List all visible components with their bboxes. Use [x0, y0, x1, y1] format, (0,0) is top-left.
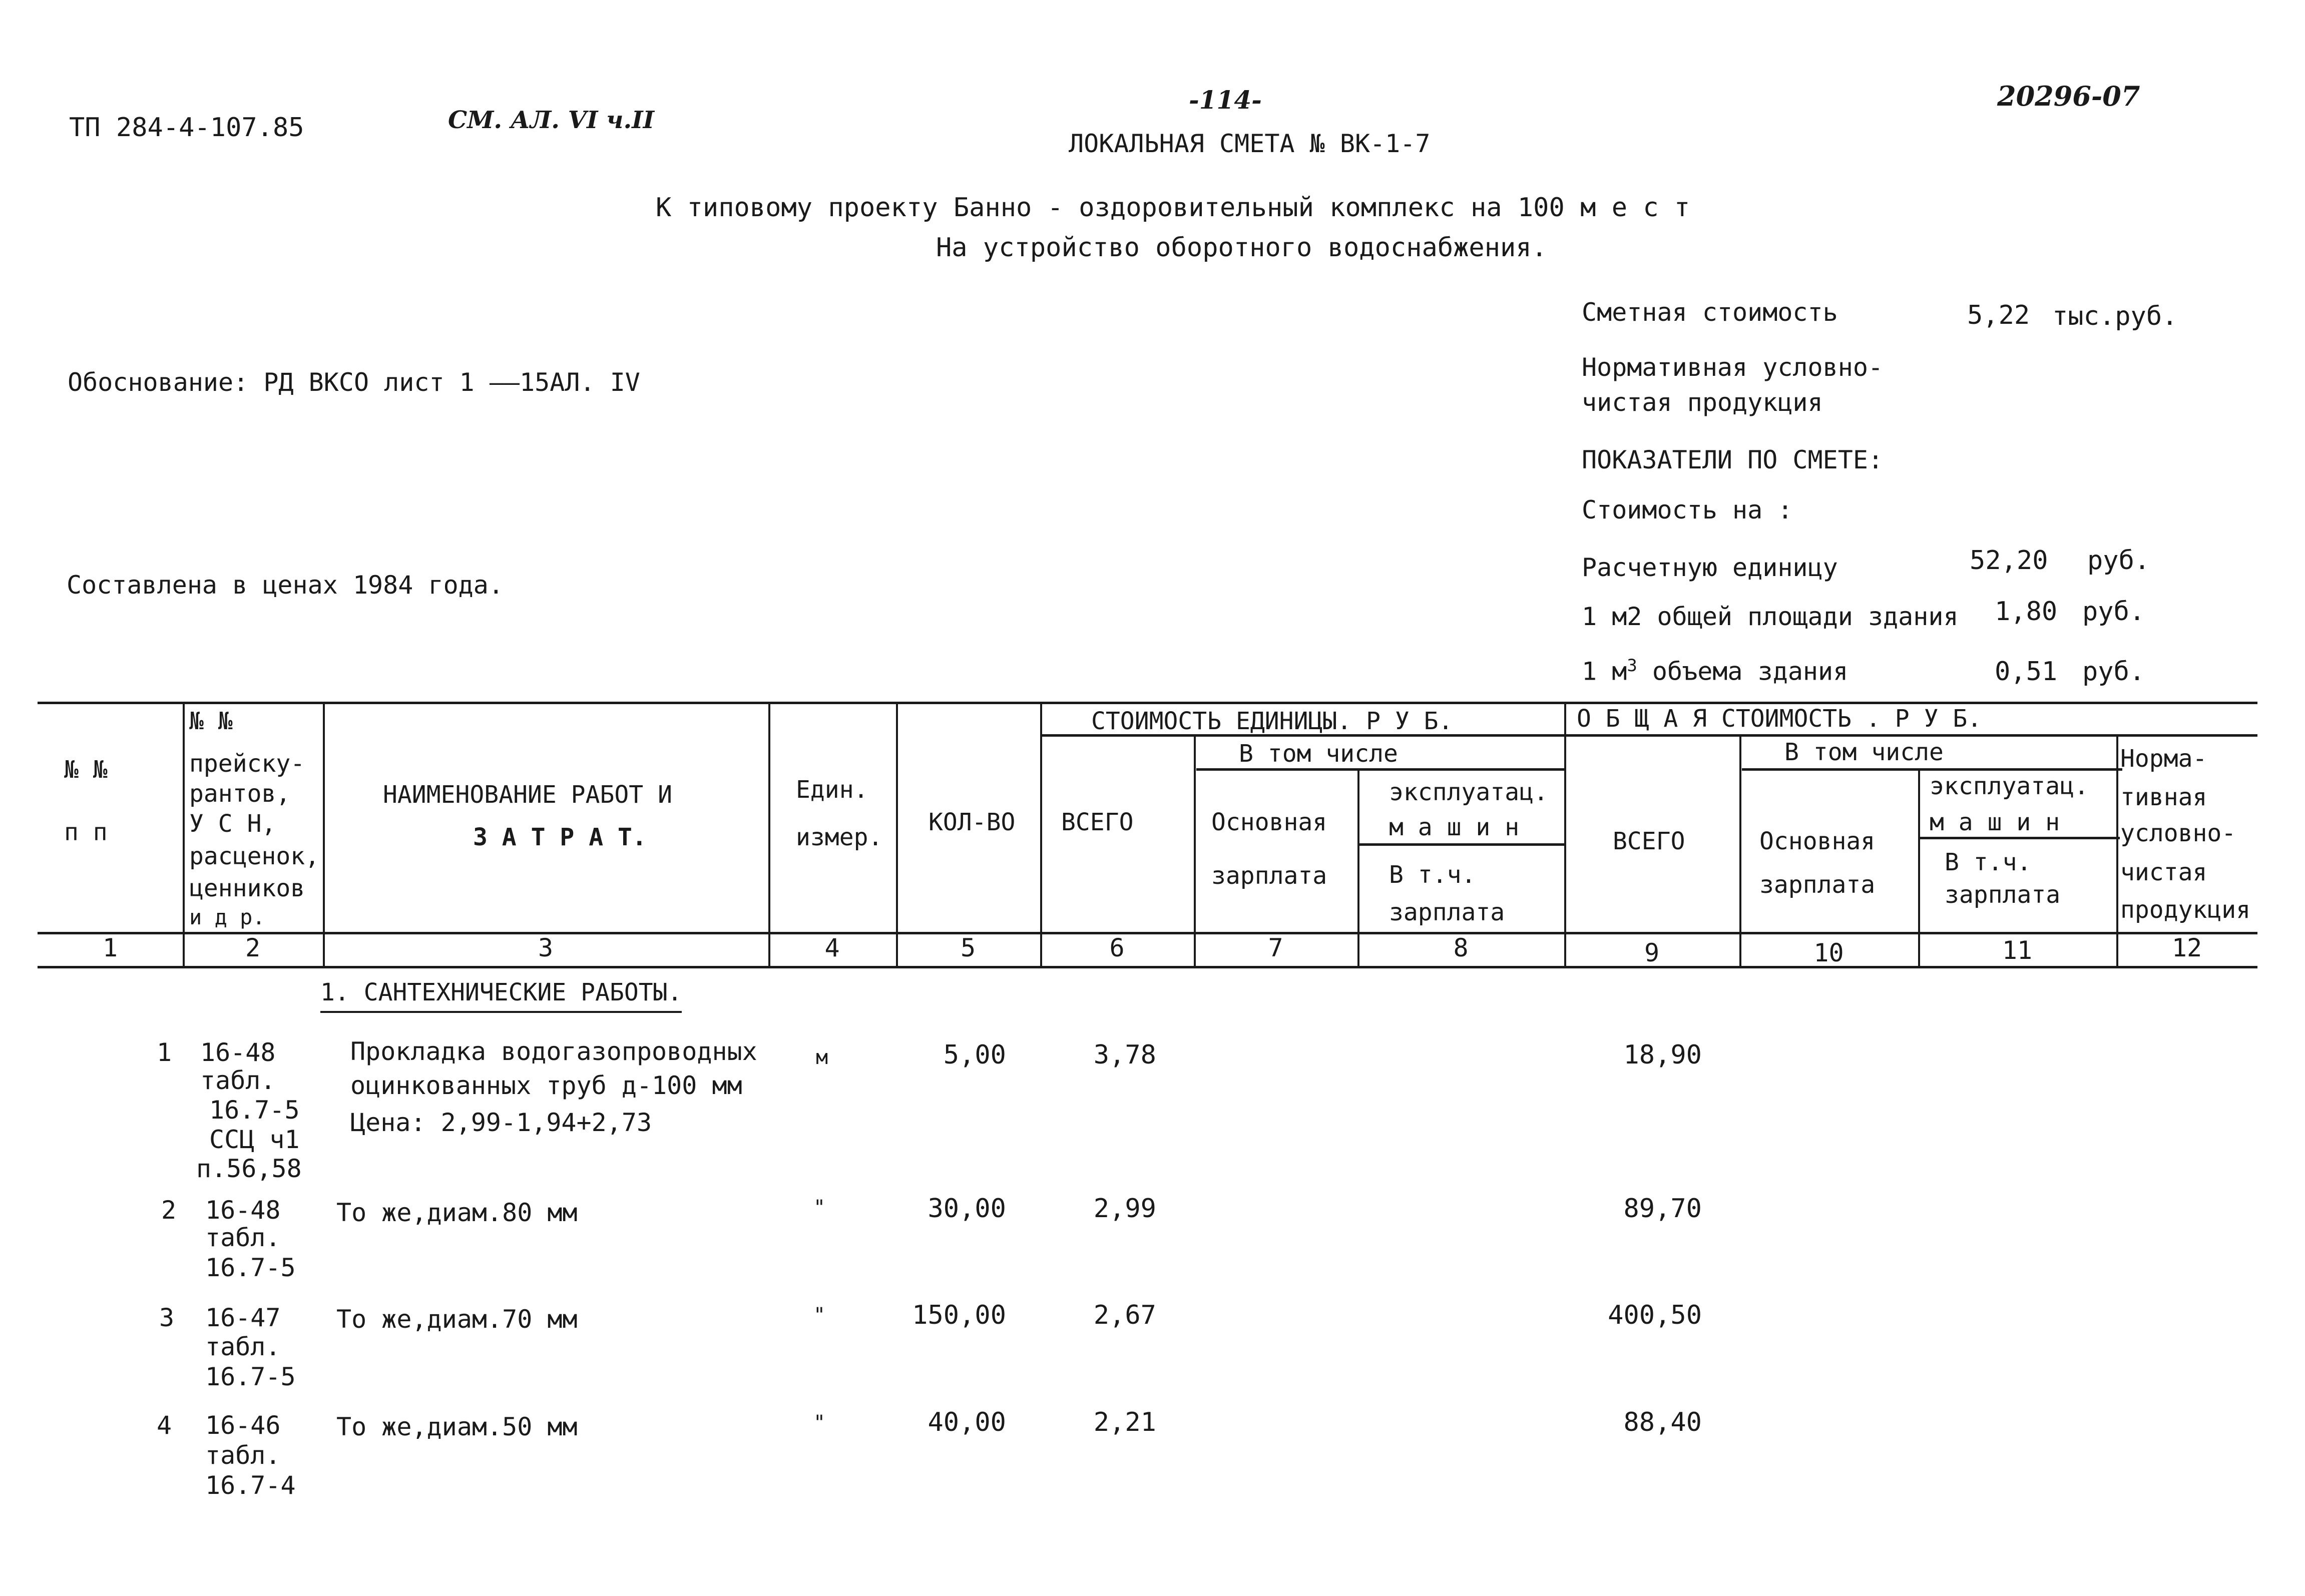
row-quantity: 40,00 — [928, 1407, 1006, 1437]
col3-header-line2: З А Т Р А Т. — [473, 823, 647, 851]
row-number: 4 — [157, 1411, 172, 1440]
col3-header-line1: НАИМЕНОВАНИЕ РАБОТ И — [383, 781, 672, 809]
unit-cost-label: Расчетную единицу — [1582, 553, 1838, 582]
column-number: 8 — [1453, 933, 1469, 962]
col4-header-line1: Един. — [796, 776, 868, 804]
cost-per-heading: Стоимость на : — [1582, 495, 1793, 524]
row-unit: " — [813, 1304, 826, 1327]
row-quantity: 150,00 — [912, 1300, 1006, 1330]
row-unit: " — [813, 1196, 826, 1219]
column-number: 9 — [1644, 938, 1660, 967]
col12-header-line: Норма- — [2120, 745, 2207, 773]
column-number: 10 — [1813, 938, 1844, 967]
column-number: 11 — [2002, 936, 2033, 965]
row-ref-line: 16.7-4 — [205, 1471, 296, 1500]
estimated-cost-label: Сметная стоимость — [1582, 298, 1838, 327]
column-number: 6 — [1109, 933, 1125, 962]
col-divider-11 — [2116, 734, 2118, 967]
col12-header-line: условно- — [2120, 819, 2236, 847]
area-cost-label: 1 м2 общей площади здания — [1582, 602, 1959, 631]
unit-base-wage-line1: Основная — [1211, 808, 1327, 836]
net-production-label-2: чистая продукция — [1582, 388, 1823, 417]
total-base-wage-line1: Основная — [1759, 827, 1876, 855]
row-number: 3 — [159, 1303, 175, 1332]
volume-cost-value: 0,51 — [1995, 657, 2058, 687]
total-incl-header: В том числе — [1784, 738, 1944, 766]
row-name-line: оцинкованных труб д-100 мм — [350, 1071, 742, 1100]
col-numbers-bottom-border — [38, 966, 2257, 968]
row-ref-line: табл. — [205, 1332, 281, 1361]
row-ref-line: табл. — [200, 1066, 276, 1095]
total-machine-line1: эксплуатац. — [1930, 772, 2089, 800]
col12-header-line: тивная — [2120, 783, 2207, 811]
col5-header: КОЛ-ВО — [929, 808, 1016, 836]
row-ref-line: 16-47 — [205, 1303, 281, 1332]
total-base-wage-line2: зарплата — [1759, 871, 1876, 899]
estimated-cost-value: 5,22 — [1967, 300, 2030, 330]
column-number: 12 — [2171, 933, 2202, 962]
row-name-line: То же,диам.50 мм — [336, 1412, 578, 1441]
unit-incl-wage-line1: В т.ч. — [1389, 861, 1476, 889]
volume-cost-label: 1 $м^3$ объема здания — [1582, 656, 1849, 686]
purpose-line: На устройство оборотного водоснабжения. — [936, 233, 1547, 263]
total-incl-wage-line1: В т.ч. — [1945, 848, 2032, 876]
area-cost-unit: руб. — [2082, 597, 2145, 627]
col2-header-line: ценников — [189, 874, 305, 902]
estimated-cost-unit: тыс.руб. — [2052, 301, 2178, 331]
row-total: 18,90 — [1623, 1040, 1702, 1070]
total-cost-group-header: О Б Щ А Я СТОИМОСТЬ . Р У Б. — [1577, 705, 1982, 733]
row-ref-line: табл. — [205, 1441, 281, 1470]
row-name-line: Прокладка водогазопроводных — [350, 1037, 757, 1066]
unit-cost-value: 52,20 — [1970, 546, 2048, 576]
col-divider-6 — [1194, 734, 1196, 967]
row-unit-total: 2,21 — [1093, 1407, 1156, 1437]
col-divider-9 — [1739, 734, 1741, 967]
page-number: -114- — [1189, 85, 1262, 115]
row-name-line: То же,диам.70 мм — [336, 1305, 578, 1334]
col-divider-1 — [183, 702, 185, 967]
column-number: 2 — [245, 933, 261, 962]
row-ref-line: п.56,58 — [196, 1154, 302, 1183]
document-title: ЛОКАЛЬНАЯ СМЕТА № ВК-1-7 — [1069, 129, 1431, 158]
row-number: 1 — [157, 1038, 172, 1067]
unit-incl-wage-line2: зарплата — [1389, 898, 1505, 926]
row-unit-total: 3,78 — [1093, 1040, 1156, 1070]
total-total-header: ВСЕГО — [1613, 827, 1685, 855]
col4-header-line2: измер. — [796, 823, 883, 851]
unit-base-wage-line2: зарплата — [1211, 862, 1327, 890]
row-quantity: 5,00 — [943, 1040, 1006, 1070]
indicators-heading: ПОКАЗАТЕЛИ ПО СМЕТЕ: — [1582, 445, 1884, 474]
row-name-line: То же,диам.80 мм — [336, 1198, 578, 1227]
row-total: 88,40 — [1623, 1407, 1702, 1437]
row-name-line: Цена: 2,99-1,94+2,73 — [350, 1108, 652, 1137]
col-divider-2 — [323, 702, 325, 967]
unit-cost-unit: руб. — [2087, 546, 2150, 576]
col2-header-line: и д р. — [189, 905, 265, 929]
column-number: 7 — [1268, 933, 1283, 962]
col2-header-line: расценок, — [189, 842, 320, 870]
row-ref-line: табл. — [205, 1223, 281, 1252]
col2-header-line: У С Н, — [189, 810, 276, 838]
row-unit-total: 2,67 — [1093, 1300, 1156, 1330]
col12-header-line: чистая — [2120, 858, 2207, 886]
unit-machine-line2: м а ш и н — [1389, 813, 1520, 841]
col1-header-line1: № № — [64, 756, 108, 784]
col2-header-line: прейску- — [189, 750, 305, 778]
row-unit-total: 2,99 — [1093, 1194, 1156, 1224]
column-number: 1 — [102, 933, 118, 962]
column-number: 4 — [824, 933, 840, 962]
row-total: 89,70 — [1623, 1194, 1702, 1224]
row-number: 2 — [161, 1196, 177, 1225]
prices-year-line: Составлена в ценах 1984 года. — [67, 571, 504, 600]
row-ref-line: 16-48 — [205, 1196, 281, 1225]
column-number: 5 — [960, 933, 976, 962]
row-ref-line: 16.7-5 — [205, 1253, 296, 1282]
document-number: 20296-07 — [1997, 80, 2140, 112]
col2-header-line: рантов, — [189, 780, 291, 808]
net-production-label-1: Нормативная условно- — [1582, 353, 1884, 382]
unit-incl-header: В том числе — [1239, 740, 1398, 768]
row-unit: " — [813, 1411, 826, 1434]
basis-line: Обоснование: РД ВКСО лист 1 ——15АЛ. IV — [68, 368, 640, 397]
row-total: 400,50 — [1608, 1300, 1702, 1330]
total-machine-line2: м а ш и н — [1930, 808, 2060, 836]
unit-total-header: ВСЕГО — [1061, 808, 1134, 836]
section-title: 1. САНТЕХНИЧЕСКИЕ РАБОТЫ. — [320, 976, 682, 1013]
row-quantity: 30,00 — [928, 1194, 1006, 1224]
row-unit: м — [816, 1046, 828, 1069]
row-ref-line: ССЦ ч1 — [209, 1125, 300, 1154]
col-divider-4 — [896, 702, 898, 967]
sheet-reference: СМ. АЛ. VI ч.II — [448, 106, 655, 134]
unit-machine-line1: эксплуатац. — [1389, 778, 1548, 806]
area-cost-value: 1,80 — [1995, 597, 2058, 627]
col-divider-3 — [768, 702, 770, 967]
project-line: К типовому проекту Банно - оздоровительный комплекс на 100 м е с т — [656, 193, 1690, 223]
row-ref-line: 16-46 — [205, 1411, 281, 1440]
col2-header-line: № № — [189, 707, 233, 735]
volume-cost-unit: руб. — [2082, 657, 2145, 687]
row-ref-line: 16-48 — [200, 1038, 276, 1067]
row-ref-line: 16.7-5 — [209, 1096, 300, 1125]
project-code: ТП 284-4-107.85 — [69, 113, 304, 143]
column-number: 3 — [538, 933, 554, 962]
col1-header-line2: п п — [64, 818, 108, 846]
col12-header-line: продукция — [2120, 896, 2251, 924]
total-incl-wage-line2: зарплата — [1945, 881, 2061, 909]
row-ref-line: 16.7-5 — [205, 1362, 296, 1391]
col-divider-8 — [1564, 702, 1566, 967]
unit-cost-group-header: СТОИМОСТЬ ЕДИНИЦЫ. Р У Б. — [1091, 707, 1453, 735]
col-divider-5 — [1040, 702, 1042, 967]
